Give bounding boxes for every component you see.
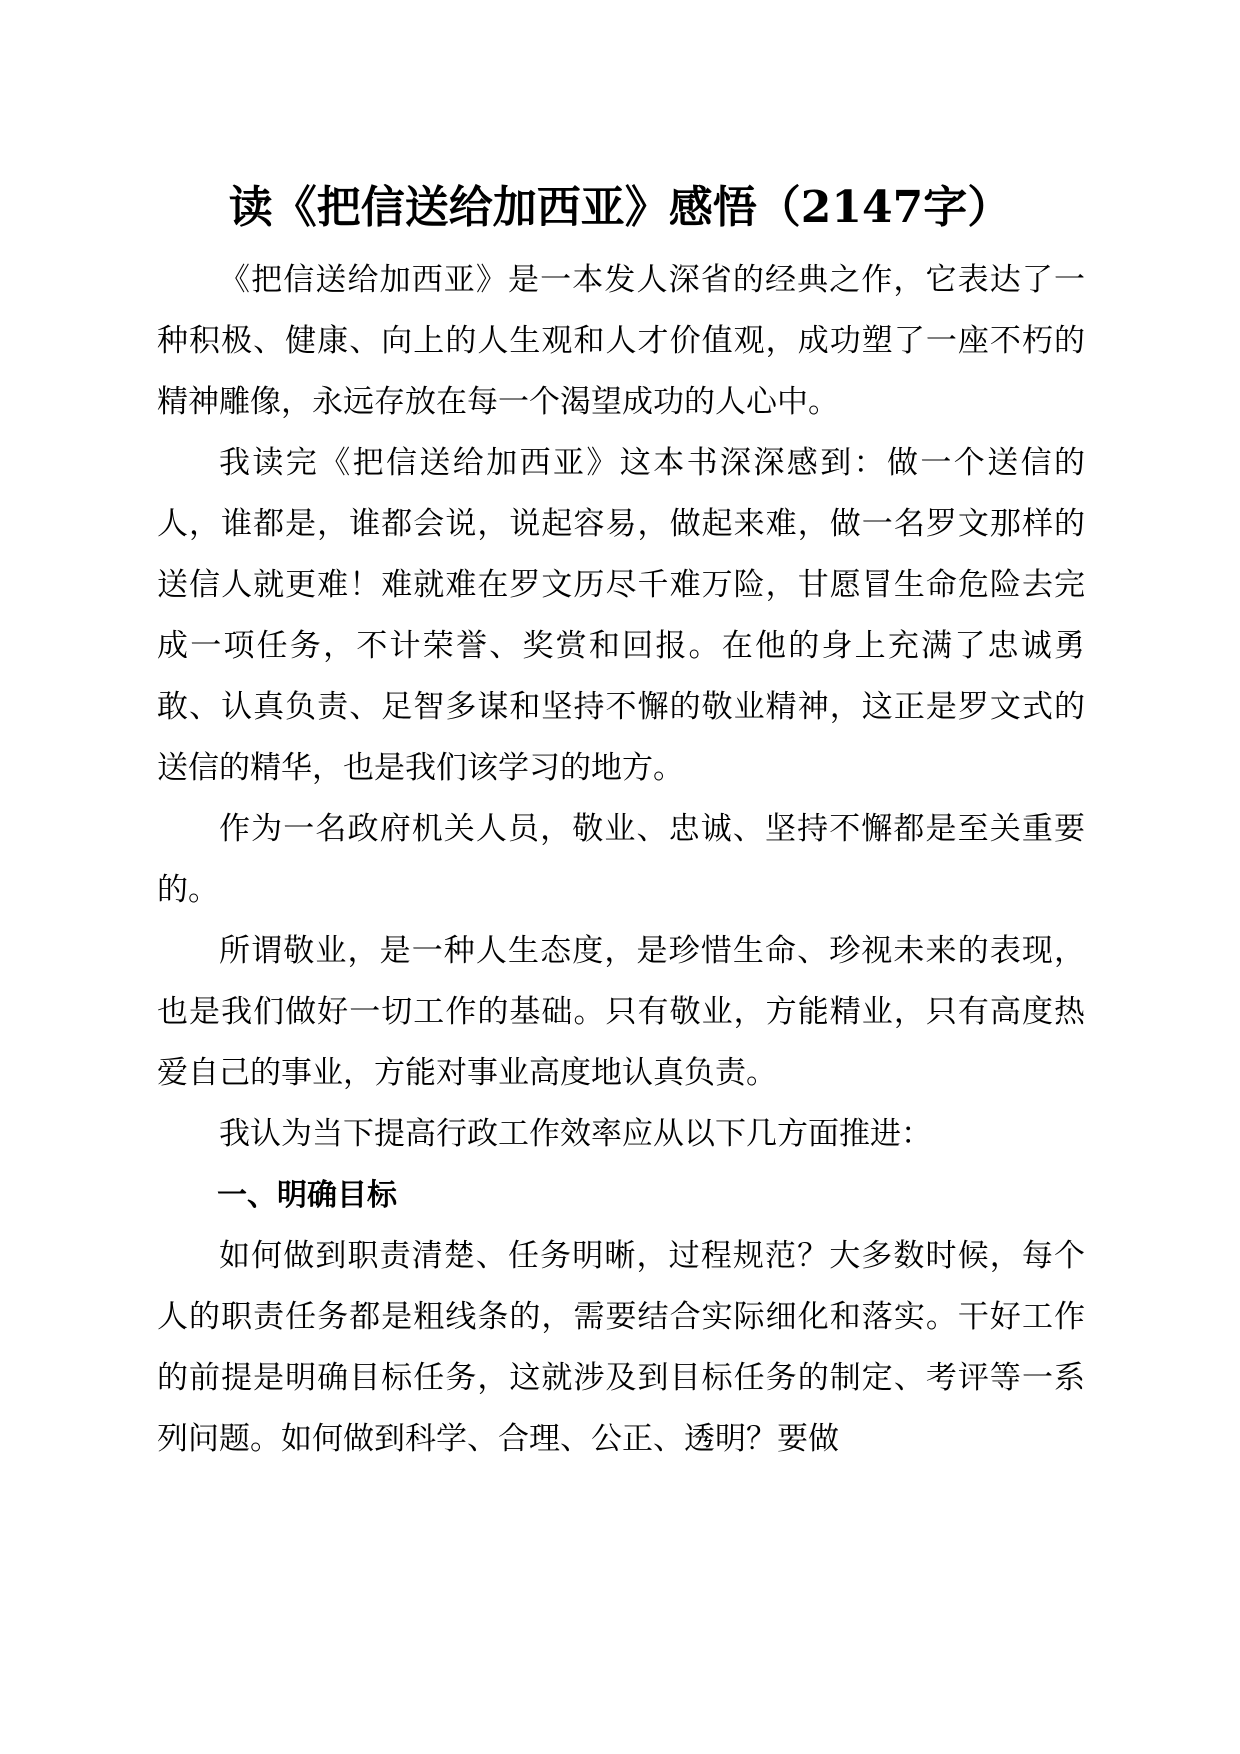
paragraph-reflection: 我读完《把信送给加西亚》这本书深深感到：做一个送信的人，谁都是，谁都会说，说起容易，做起来难，做一名罗文那样的送信人就更难！难就难在罗文历尽千难万险，甘愿冒生命危险去完成一项任务，不计荣誉、奖赏和回报。在他的身上充满了忠诚勇敢、认真负责、足智多谋和坚持不懈的敬业精神，这正是罗文式的送信的精华，也是我们该学习的地方。 [157, 445, 1085, 786]
paragraph-intro: 《把信送给加西亚》是一本发人深省的经典之作，它表达了一种积极、健康、向上的人生观和人才价值观，成功塑了一座不朽的精神雕像，永远存放在每一个渴望成功的人心中。 [157, 262, 1085, 420]
section-heading-goals: 一、明确目标 [217, 1178, 397, 1213]
document-body [157, 250, 1085, 1470]
document-title: 读《把信送给加西亚》感悟（2147字） [228, 182, 1012, 233]
paragraph-efficiency-intro: 我认为当下提高行政工作效率应从以下几方面推进： [219, 1116, 932, 1152]
paragraph-dedication: 所谓敬业，是一种人生态度，是珍惜生命、珍视未来的表现，也是我们做好一切工作的基础。只有敬业，方能精业，只有高度热爱自己的事业，方能对事业高度地认真负责。 [157, 933, 1085, 1091]
paragraph-goals: 如何做到职责清楚、任务明晰，过程规范？大多数时候，每个人的职责任务都是粗线条的，需要结合实际细化和落实。干好工作的前提是明确目标任务，这就涉及到目标任务的制定、考评等一系列问题。如何做到科学、合理、公正、透明？要做 [157, 1238, 1085, 1457]
paragraph-government-staff: 作为一名政府机关人员，敬业、忠诚、坚持不懈都是至关重要的。 [157, 811, 1085, 908]
